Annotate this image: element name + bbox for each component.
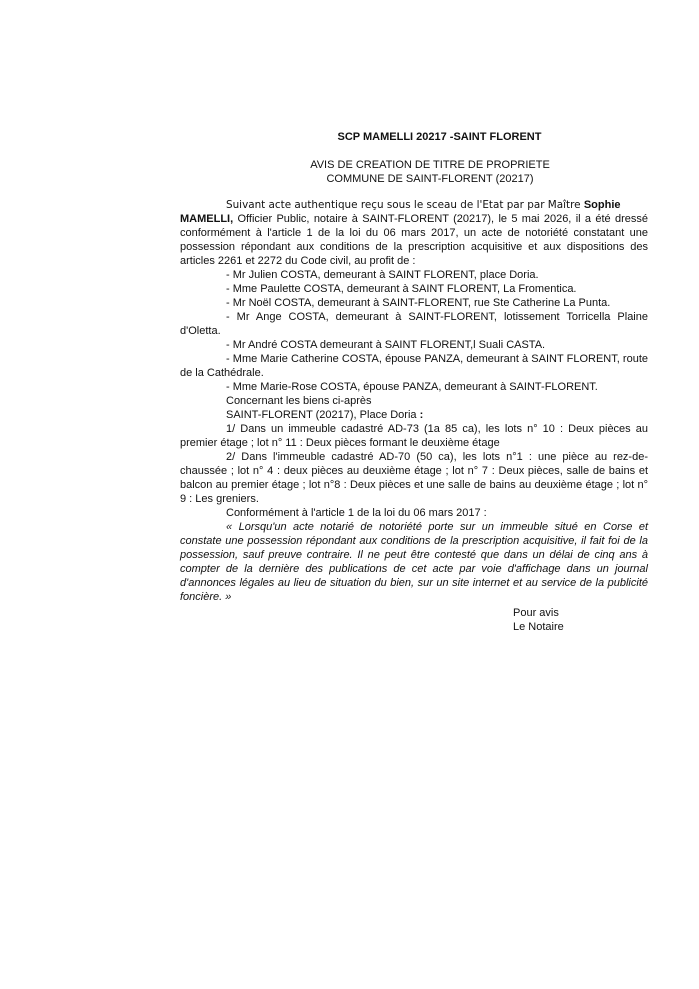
office-title: SCP MAMELLI 20217 -SAINT FLORENT (337, 131, 542, 143)
intro-text-start: Suivant acte authentique reçu sous le sceau de l'Etat par par Maître (226, 199, 584, 211)
document-body (180, 198, 648, 604)
intro-paragraph (180, 198, 648, 268)
beneficiary-item: - Mme Marie-Rose COSTA, épouse PANZA, demeurant à SAINT-FLORENT. (226, 381, 598, 393)
property-location: SAINT-FLORENT (20217), Place Doria (226, 409, 417, 421)
beneficiary-item: - Mr André COSTA demeurant à SAINT FLORENT,l Suali CASTA. (226, 339, 546, 351)
signature-line2: Le Notaire (513, 621, 564, 633)
legal-quote: « Lorsqu'un acte notarié de notoriété porte sur un immeuble situé en Corse et constate une possession répondant aux conditions de la prescription acquisitive, il fait foi de la possession, sauf preuve contraire. Il ne peut être contesté que dans un délai de cinq ans à compter de la dernière des publications de cet acte par voie d'affichage dans un journal d'annonces légales au lieu de situation du bien, sur un site internet et au service de la publicité foncière. » (180, 521, 648, 603)
notice-title-line2: COMMUNE DE SAINT-FLORENT (20217) (326, 173, 534, 185)
signature-line1: Pour avis (513, 607, 559, 619)
beneficiary-item: - Mr Ange COSTA, demeurant à SAINT-FLORENT, lotissement Torricella Plaine d'Oletta. (180, 311, 648, 337)
beneficiary-item: - Mr Julien COSTA, demeurant à SAINT FLORENT, place Doria. (226, 269, 539, 281)
notary-last-name: MAMELLI, (180, 213, 234, 225)
document-header (0, 127, 699, 145)
signature-block (513, 606, 564, 634)
legal-reference: Conformément à l'article 1 de la loi du 06 mars 2017 : (226, 507, 487, 519)
beneficiary-item: - Mr Noël COSTA, demeurant à SAINT-FLORENT, rue Ste Catherine La Punta. (226, 297, 611, 309)
property-location-line (180, 408, 648, 422)
notice-title-line1: AVIS DE CREATION DE TITRE DE PROPRIETE (310, 159, 550, 171)
beneficiary-item: - Mme Paulette COSTA, demeurant à SAINT FLORENT, La Fromentica. (226, 283, 577, 295)
intro-text-end: Officier Public, notaire à SAINT-FLORENT (20217), le 5 mai 2026, il a été dressé conformément à l'article 1 de la loi du 06 mars 2017, un acte de notoriété constatant une possession répondant aux conditions de la prescription acquisitive et aux dispositions des articles 2261 et 2272 du Code civil, au profit de : (180, 213, 648, 267)
property-location-colon: : (416, 409, 424, 421)
beneficiary-item: - Mme Marie Catherine COSTA, épouse PANZA, demeurant à SAINT FLORENT, route de la Cathédrale. (180, 353, 648, 379)
property-item-2: 2/ Dans l'immeuble cadastré AD-70 (50 ca), les lots n°1 : une pièce au rez-de-chaussée ; lot n° 4 : deux pièces au deuxième étage ; lot n° 7 : Deux pièces, salle de bains et balcon au premier étage ; lot n°8 : Deux pièces et une salle de bains au deuxième étage ; lot n° 9 : Les greniers. (180, 451, 648, 505)
notice-subtitle (300, 158, 560, 186)
property-intro: Concernant les biens ci-après (226, 395, 372, 407)
notary-first-name: Sophie (583, 199, 621, 211)
property-item-1: 1/ Dans un immeuble cadastré AD-73 (1a 85 ca), les lots n° 10 : Deux pièces au premier étage ; lot n° 11 : Deux pièces formant le deuxième étage (180, 423, 648, 449)
